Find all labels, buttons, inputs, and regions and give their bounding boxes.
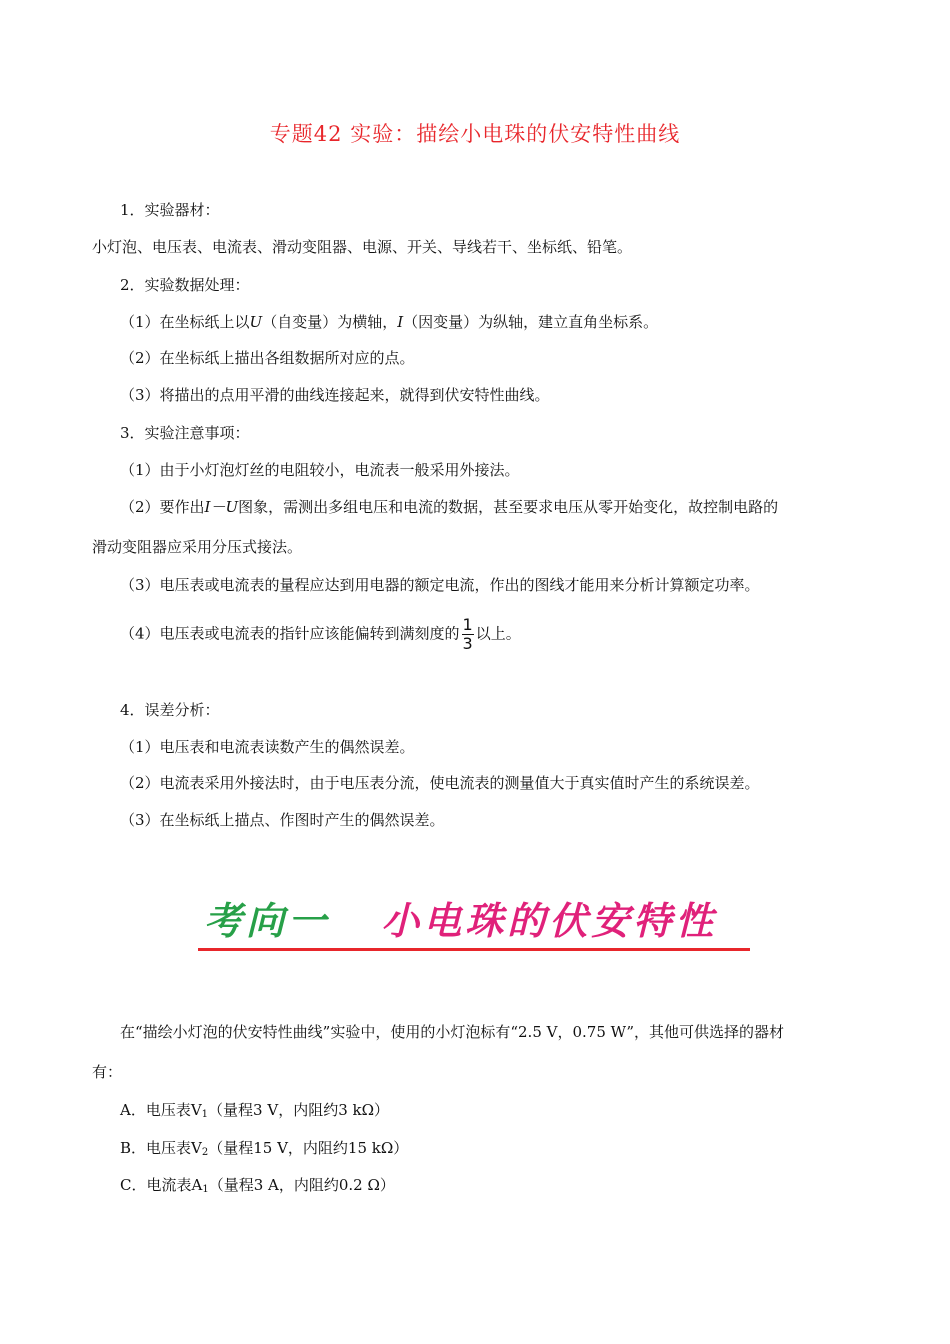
precaution-item-2: （2）要作出I－U图象，需测出多组电压和电流的数据，甚至要求电压从零开始变化，故控制电路的 — [120, 498, 779, 516]
banner-label: 考向一 — [204, 899, 331, 943]
option-c: C．电流表$A_1$（量程3 A，内阻约0.2 Ω） — [120, 1176, 395, 1195]
error-item-2: （2）电流表采用外接法时，由于电压表分流，使电流表的测量值大于真实值时产生的系统误差。 — [120, 774, 760, 792]
equipment-list: 小灯泡、电压表、电流表、滑动变阻器、电源、开关、导线若干、坐标纸、铅笔。 — [92, 238, 633, 256]
data-processing-item-3: （3）将描出的点用平滑的曲线连接起来，就得到伏安特性曲线。 — [120, 386, 550, 404]
section-heading-data-processing: 2．实验数据处理： — [120, 276, 250, 294]
problem-intro: 在“描绘小灯泡的伏安特性曲线”实验中，使用的小灯泡标有“2.5 V，0.75 W”，其他可供选择的器材 — [120, 1023, 784, 1041]
section-banner — [198, 896, 750, 954]
precaution-item-1: （1）由于小灯泡灯丝的电阻较小，电流表一般采用外接法。 — [120, 461, 520, 479]
error-item-1: （1）电压表和电流表读数产生的偶然误差。 — [120, 738, 415, 756]
section-heading-equipment: 1．实验器材： — [120, 201, 220, 219]
option-a: A．电压表$V_1$（量程3 V，内阻约3 kΩ） — [120, 1101, 390, 1120]
precaution-item-4: （4）电压表或电流表的指针应该能偏转到满刻度的 $\frac{1}{3}$ 以上。 — [120, 615, 521, 653]
option-b: B．电压表$V_2$（量程15 V，内阻约15 kΩ） — [120, 1139, 409, 1158]
data-processing-item-1: （1）在坐标纸上以U（自变量）为横轴，I（因变量）为纵轴，建立直角坐标系。 — [120, 313, 659, 331]
section-heading-error-analysis: 4．误差分析： — [120, 701, 220, 719]
problem-intro-continued: 有： — [92, 1063, 123, 1081]
one-third-fraction: $\frac{1}{3}$ — [462, 615, 473, 653]
banner-topic: 小电珠的伏安特性 — [381, 899, 718, 943]
data-processing-item-2: （2）在坐标纸上描出各组数据所对应的点。 — [120, 349, 415, 367]
section-heading-precautions: 3．实验注意事项： — [120, 424, 250, 442]
precaution-item-2-continued: 滑动变阻器应采用分压式接法。 — [92, 538, 303, 556]
banner-underline — [198, 948, 750, 951]
error-item-3: （3）在坐标纸上描点、作图时产生的偶然误差。 — [120, 811, 445, 829]
precaution-item-3: （3）电压表或电流表的量程应达到用电器的额定电流，作出的图线才能用来分析计算额定功率。 — [120, 576, 760, 594]
page-title: 专题42 实验：描绘小电珠的伏安特性曲线 — [269, 122, 681, 146]
